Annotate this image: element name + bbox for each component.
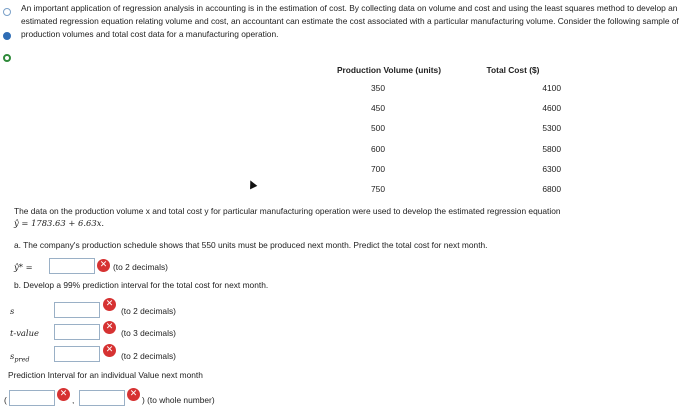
x-circle-icon: ✕ (127, 388, 140, 401)
interval-separator: , (72, 395, 75, 405)
cost-cell: 5300 (542, 123, 561, 134)
s-pred-sub: pred (14, 355, 30, 364)
volume-cell: 750 (371, 184, 385, 195)
t-value-hint: (to 3 decimals) (121, 328, 176, 338)
cost-cell: 5800 (542, 143, 561, 154)
s-pred-hint: (to 2 decimals) (121, 351, 176, 361)
interval-label: Prediction Interval for an individual Value next month (8, 370, 203, 380)
x-circle-icon: ✕ (103, 344, 116, 357)
interval-upper-input[interactable] (79, 390, 125, 406)
header-total-cost: Total Cost ($) (486, 65, 540, 75)
cost-cell: 4600 (542, 103, 561, 114)
x-circle-icon: ✕ (103, 321, 116, 334)
s-pred-label (10, 351, 30, 364)
interval-lower-input[interactable] (9, 390, 55, 406)
table-row (247, 159, 585, 179)
table-row (247, 118, 585, 138)
s-pred-main: s (10, 351, 15, 361)
volume-cell: 500 (371, 123, 385, 134)
table-row (247, 98, 585, 118)
volume-cell: 350 (371, 83, 385, 94)
cost-cell: 6300 (542, 163, 561, 174)
s-input[interactable] (54, 302, 100, 318)
part-a-question: a. The company's production schedule shows that 550 units must be produced next month. Predict the total cost for next month. (14, 240, 488, 250)
volume-cell: 450 (371, 103, 385, 114)
t-value-input[interactable] (54, 324, 100, 340)
x-circle-icon: ✕ (57, 388, 70, 401)
s-pred-input[interactable] (54, 346, 100, 362)
part-a-hint: (to 2 decimals) (113, 262, 168, 272)
table-row (247, 139, 585, 159)
volume-cell: 600 (371, 143, 385, 154)
part-b-question: b. Develop a 99% prediction interval for the total cost for next month. (14, 280, 269, 290)
data-description: The data on the production volume x and total cost y for particular manufacturing operation were used to develop the estimated regression equation (14, 206, 561, 216)
interval-open-paren: ( (4, 395, 7, 405)
nav-dot-icon[interactable] (3, 8, 11, 16)
table-row (247, 179, 585, 199)
predicted-cost-input[interactable] (49, 258, 95, 274)
x-circle-icon: ✕ (103, 298, 116, 311)
s-label: s (10, 306, 15, 316)
cost-cell: 4100 (542, 83, 561, 94)
volume-cell: 700 (371, 163, 385, 174)
nav-dot-current-icon[interactable] (3, 32, 11, 40)
table-row (247, 78, 585, 98)
s-hint: (to 2 decimals) (121, 306, 176, 316)
cost-cell: 6800 (542, 184, 561, 195)
regression-equation: ŷ = 1783.63 + 6.63x. (14, 218, 105, 228)
nav-dot-done-icon[interactable] (3, 54, 11, 62)
problem-intro: An important application of regression analysis in accounting is in the estimation of cost. By collecting data on volume and cost and using the least squares method to develop an estimated regression equation relating volume and cost, an accountant can estimate the cost associated with a particular manufacturing volume. Consider the following sample of production volumes and total cost data for a manufacturing operation. (21, 3, 679, 39)
x-circle-icon: ✕ (97, 259, 110, 272)
interval-hint: ) (to whole number) (142, 395, 215, 405)
t-value-label: t-value (10, 328, 39, 338)
header-production-volume: Production Volume (units) (336, 65, 441, 75)
data-table (247, 62, 585, 199)
part-a-label: ŷ* = (14, 262, 33, 272)
